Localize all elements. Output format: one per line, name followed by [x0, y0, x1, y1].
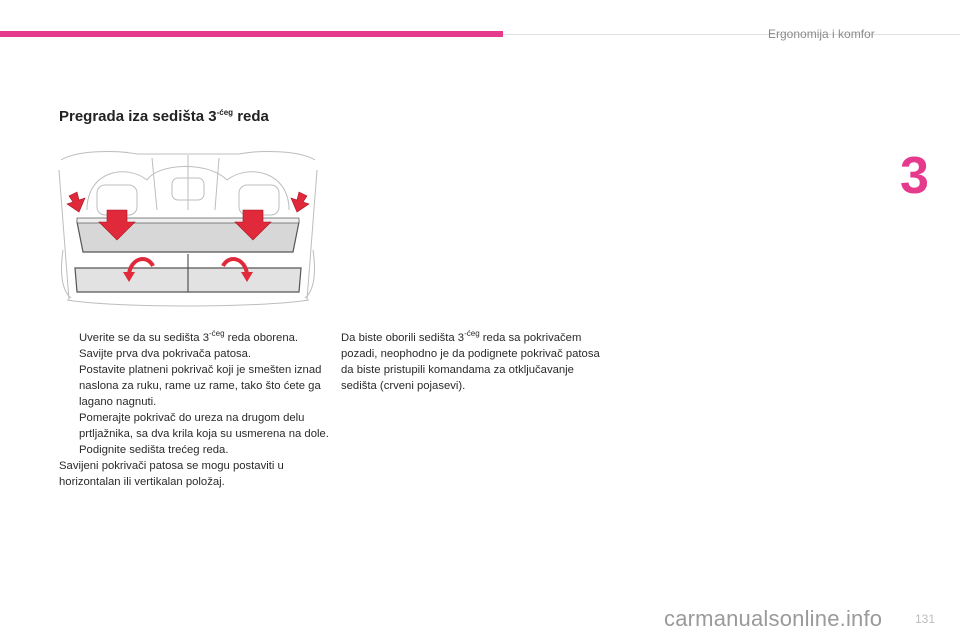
instruction-text: Savijte prva dva pokrivača patosa. [79, 348, 252, 360]
header-divider [503, 34, 960, 35]
chapter-title: Ergonomija i komfor [768, 27, 875, 41]
instruction-text: Postavite platneni pokrivač koji je smešten iznad naslona za ruku, rame uz rame, tako što ćete ga lagano nagnuti. [79, 364, 322, 408]
instruction-item [59, 346, 329, 362]
note-paragraph [341, 330, 611, 394]
trunk-partition-illustration [57, 150, 319, 308]
section-title-end: reda [233, 108, 269, 125]
instruction-item [59, 362, 329, 410]
note-text: Da biste oborili sedišta 3 [341, 332, 465, 344]
header-accent-bar [0, 31, 503, 37]
instruction-text: Uverite se da su sedišta 3 [79, 332, 209, 344]
instruction-item [59, 442, 329, 458]
instruction-text: Podignite sedišta trećeg reda. [79, 444, 229, 456]
note-column [341, 330, 611, 394]
section-title-main: Pregrada iza sedišta 3 [59, 108, 217, 125]
instruction-sup: -ćeg [208, 329, 225, 339]
watermark: carmanualsonline.info [664, 606, 883, 631]
side-arrow-left [67, 192, 85, 212]
instruction-item [59, 410, 329, 442]
note-sup: -ćeg [464, 329, 480, 339]
section-title [59, 108, 269, 125]
instruction-column [59, 330, 329, 490]
chapter-number: 3 [900, 147, 929, 205]
instruction-note: Savijeni pokrivači patosa se mogu postaviti u horizontalan ili vertikalan položaj. [59, 460, 284, 488]
instruction-item [59, 330, 329, 346]
note-text: reda sa pokrivačem pozadi, neophodno je da podignete pokrivač patosa da biste pristupili komandama za otključavanje sedišta (crveni pojasevi). [341, 332, 600, 392]
page-number: 131 [915, 612, 936, 626]
instruction-text: reda oborena. [224, 332, 299, 344]
section-title-sup: -ćeg [216, 108, 234, 117]
side-arrow-right [291, 192, 309, 212]
instruction-text: Pomerajte pokrivač do ureza na drugom delu prtljažnika, sa dva krila koja su usmerena na dole. [79, 412, 329, 440]
